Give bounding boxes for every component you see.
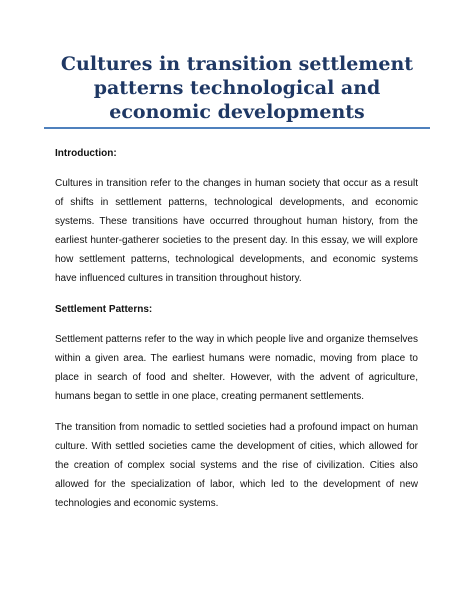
title-divider: [44, 127, 430, 129]
document-body: [55, 144, 418, 525]
document-title: Cultures in transition settlement patterns technological and economic developments: [60, 53, 414, 123]
paragraph: The transition from nomadic to settled societies had a profound impact on human culture. With settled societies came the development of cities, which allowed for the creation of complex social systems and the rise of civilization. Cities also allowed for the specialization of labor, which led to the development of new technologies and economic systems.: [55, 422, 418, 509]
section-heading: Settlement Patterns:: [55, 304, 153, 315]
paragraph: Settlement patterns refer to the way in which people live and organize themselves within a given area. The earliest humans were nomadic, moving from place to place in search of food and shelter. However, with the advent of agriculture, humans began to settle in one place, creating permanent settlements.: [55, 334, 418, 402]
section-settlement-patterns: [55, 300, 418, 513]
section-introduction: [55, 144, 418, 288]
paragraph: Cultures in transition refer to the changes in human society that occur as a result of shifts in settlement patterns, technological developments, and economic systems. These transitions have occurred throughout human history, from the earliest hunter-gatherer societies to the present day. In this essay, we will explore how settlement patterns, technological developments, and economic systems have influenced cultures in transition throughout history.: [55, 178, 418, 284]
section-heading: Introduction:: [55, 148, 117, 159]
